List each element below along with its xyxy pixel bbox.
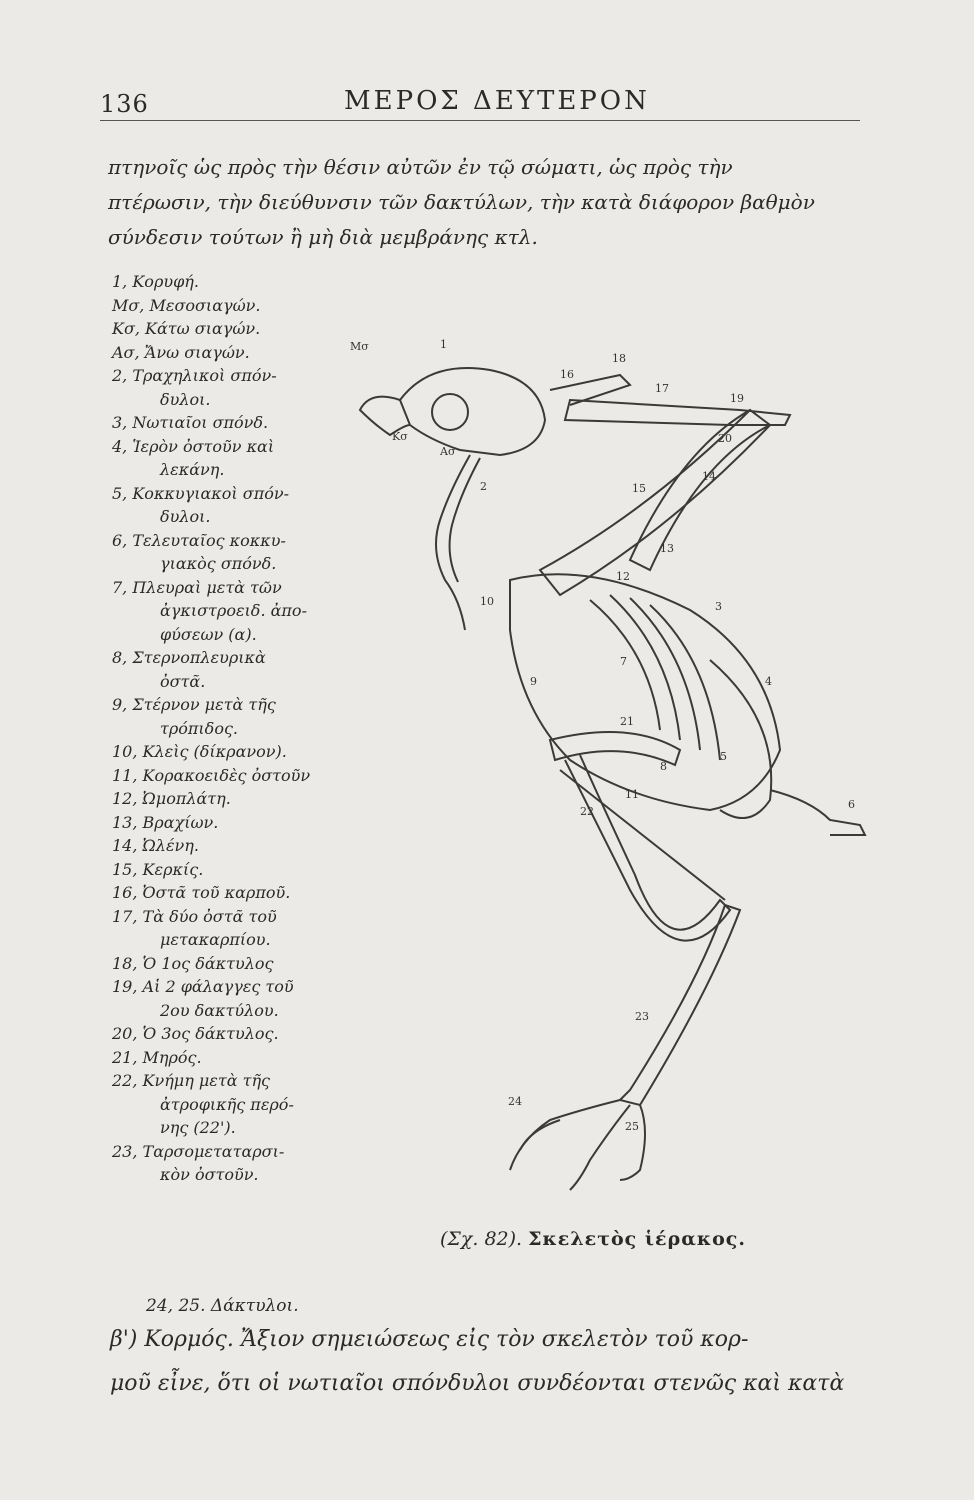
- legend-item: 9, Στέρνον μετὰ τῆς: [112, 695, 276, 714]
- legend-item-continuation: λεκάνη.: [160, 460, 225, 479]
- legend-item: 7, Πλευραὶ μετὰ τῶν: [112, 577, 282, 597]
- legend-last-item: 24, 25. Δάκτυλοι.: [146, 1296, 299, 1316]
- legend-item: 19, Αἱ 2 φάλαγγες τοῦ: [112, 977, 294, 996]
- figure-label: 11: [625, 788, 639, 801]
- legend-item: 8, Στερνοπλευρικὰ: [112, 648, 266, 667]
- figure-label: Ασ: [440, 445, 456, 458]
- legend-item: 17, Τὰ δύο ὀστᾶ τοῦ: [112, 906, 277, 926]
- figure-label: 18: [612, 352, 626, 365]
- ulna: [630, 410, 770, 570]
- figure-label: 9: [530, 675, 537, 688]
- legend-item: 22, Κνήμη μετὰ τῆς: [112, 1071, 270, 1090]
- legend-item: 23, Ταρσομεταταρσι-: [112, 1141, 285, 1161]
- figure-caption: [440, 1228, 746, 1250]
- figure-label: 17: [655, 382, 669, 395]
- neck: [436, 455, 470, 630]
- sternum: [710, 660, 771, 818]
- figure-label: 12: [616, 570, 630, 583]
- legend-item: 20, Ὁ 3ος δάκτυλος.: [112, 1024, 279, 1043]
- legend-item: Κσ, Κάτω σιαγών.: [112, 319, 261, 338]
- page-header: [100, 80, 860, 120]
- legend-item-continuation: μετακαρπίου.: [160, 930, 271, 949]
- figure-label: 19: [730, 392, 744, 405]
- figure-label: 3: [715, 600, 722, 613]
- figure-label: 21: [620, 715, 634, 728]
- legend-item: 16, Ὀστᾶ τοῦ καρποῦ.: [112, 883, 291, 902]
- figure-label: 13: [660, 542, 674, 555]
- figure-label: 7: [620, 655, 627, 668]
- legend-item: 6, Τελευταῖος κοκκυ-: [112, 530, 286, 550]
- paragraph-line-1-text: Ἄξιον σημειώσεως εἰς τὸν σκελετὸν τοῦ κορ-: [240, 1327, 749, 1352]
- intro-line: πτέρωσιν, τὴν διεύθυνσιν τῶν δακτύλων, τὴν κατὰ διάφορον βαθμὸν: [108, 190, 815, 214]
- legend-item-continuation: τρόπιδος.: [160, 718, 238, 738]
- foot: [510, 1100, 620, 1170]
- figure-label: 10: [480, 595, 494, 608]
- legend-item: 13, Βραχίων.: [112, 812, 219, 832]
- legend-item-continuation: δυλοι.: [160, 389, 211, 409]
- figure-label: 4: [765, 675, 772, 688]
- intro-line: σύνδεσιν τούτων ἢ μὴ διὰ μεμβράνης κτλ.: [108, 225, 538, 249]
- legend-item-continuation: ἀτροφικῆς περό-: [160, 1094, 294, 1114]
- legend-item: 21, Μηρός.: [112, 1047, 202, 1067]
- skull: [400, 368, 545, 455]
- figure-label: 22: [580, 805, 594, 818]
- legend-item: Μσ, Μεσοσιαγών.: [112, 295, 261, 315]
- page-number: 136: [100, 90, 149, 118]
- tail-vertebrae: [770, 790, 865, 835]
- caption-title: Σκελετὸς ἱέρακος.: [528, 1228, 746, 1250]
- figure-label: 2: [480, 480, 487, 493]
- header-rule: [100, 120, 860, 121]
- legend-item-continuation: κὸν ὀστοῦν.: [160, 1165, 259, 1184]
- paragraph-label: β') Κορμός.: [110, 1327, 234, 1352]
- legend-item: 5, Κοκκυγιακοὶ σπόν-: [112, 483, 289, 503]
- legend-item: 11, Κορακοειδὲς ὀστοῦν: [112, 765, 311, 785]
- legend-item: 1, Κορυφή.: [112, 272, 199, 291]
- figure-label: 1: [440, 338, 447, 351]
- caption-number: (Σχ. 82).: [440, 1228, 523, 1250]
- legend-item: 4, Ἱερὸν ὀστοῦν καὶ: [112, 436, 275, 456]
- humerus: [540, 410, 770, 595]
- running-title: ΜΕΡΟΣ ΔΕΥΤΕΡΟΝ: [344, 86, 650, 116]
- figure-label: 8: [660, 760, 667, 773]
- hawk-skeleton-figure: [330, 330, 890, 1230]
- metacarpus: [565, 400, 790, 425]
- figure-label: 5: [720, 750, 727, 763]
- figure-label: 6: [848, 798, 855, 811]
- figure-label: 20: [718, 432, 732, 445]
- paragraph-line-2: μοῦ εἶνε, ὅτι οἱ νωτιαῖοι σπόνδυλοι συνδέονται στενῶς καὶ κατὰ: [110, 1371, 845, 1396]
- figure-label: 14: [702, 470, 716, 483]
- figure-legend: [112, 270, 352, 1187]
- legend-item: Ασ, Ἄνω σιαγών.: [112, 342, 250, 362]
- legend-item: 15, Κερκίς.: [112, 859, 204, 879]
- legend-item-continuation: φύσεων (α).: [160, 624, 257, 644]
- legend-item-continuation: δυλοι.: [160, 507, 211, 526]
- tarsometatarsus: [620, 905, 740, 1105]
- legend-item: 10, Κλεὶς (δίκρανον).: [112, 742, 287, 761]
- figure-label: 23: [635, 1010, 649, 1023]
- legend-item-continuation: γιακὸς σπόνδ.: [160, 554, 277, 573]
- paragraph-line-1: [110, 1318, 880, 1362]
- legend-item: 2, Τραχηλικοὶ σπόν-: [112, 366, 277, 385]
- legend-item: 3, Νωτιαῖοι σπόνδ.: [112, 413, 269, 432]
- legend-item: 18, Ὁ 1ος δάκτυλος: [112, 953, 274, 973]
- legend-item: 12, Ὠμοπλάτη.: [112, 789, 231, 808]
- legend-item-continuation: 2ου δακτύλου.: [160, 1000, 279, 1020]
- figure-label: 16: [560, 368, 574, 381]
- figure-label: Κσ: [392, 430, 408, 443]
- figure-label: 25: [625, 1120, 639, 1133]
- legend-item-continuation: ὀστᾶ.: [160, 671, 206, 691]
- body-paragraph: [110, 1318, 880, 1406]
- legend-item: 14, Ὠλένη.: [112, 836, 199, 855]
- intro-paragraph: [108, 150, 868, 255]
- tibia: [565, 755, 730, 941]
- intro-line: πτηνοῖς ὡς πρὸς τὴν θέσιν αὐτῶν ἐν τῷ σώματι, ὡς πρὸς τὴν: [108, 155, 733, 179]
- figure-label: Μσ: [350, 340, 369, 353]
- legend-item-continuation: νης (22').: [160, 1118, 236, 1137]
- legend-item-continuation: ἀγκιστροειδ. ἀπο-: [160, 601, 307, 620]
- figure-label: 24: [508, 1095, 522, 1108]
- figure-label: 15: [632, 482, 646, 495]
